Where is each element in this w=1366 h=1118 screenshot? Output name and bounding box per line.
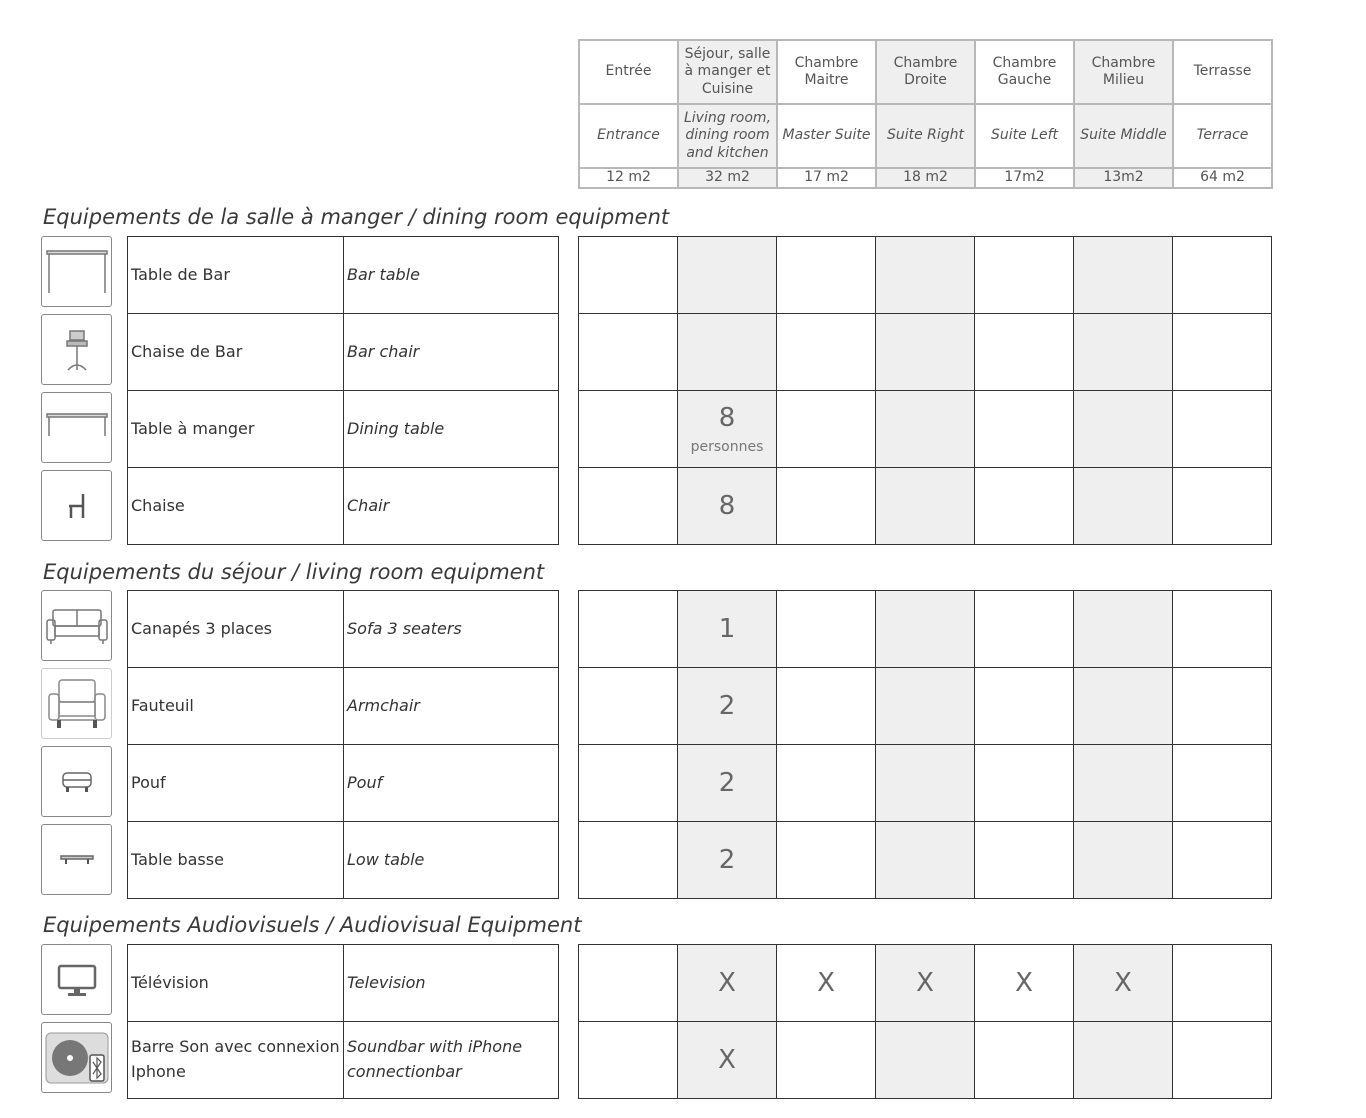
quantity-cell xyxy=(975,391,1074,468)
room-name-en: Terrace xyxy=(1173,104,1272,168)
quantity-cell xyxy=(975,745,1074,822)
quantity-cell: 8 xyxy=(678,468,777,545)
quantity-cell: 2 xyxy=(678,745,777,822)
room-name-fr: Chambre Milieu xyxy=(1074,40,1173,104)
table-row xyxy=(128,945,559,1022)
quantity-cell xyxy=(777,822,876,899)
chair-icon xyxy=(41,470,112,541)
quantity-cell xyxy=(777,1022,876,1099)
item-name-fr: Canapés 3 places xyxy=(128,591,344,668)
table-row xyxy=(128,591,559,668)
quantity-cell xyxy=(1074,1022,1173,1099)
quantity-cell: X xyxy=(678,945,777,1022)
quantity-cell: X xyxy=(777,945,876,1022)
room-name-en: Suite Middle xyxy=(1074,104,1173,168)
item-name-en: Soundbar with iPhone connectionbar xyxy=(344,1022,559,1099)
quantity-cell: 2 xyxy=(678,822,777,899)
table-row xyxy=(579,945,1272,1022)
bar-chair-icon xyxy=(41,314,112,385)
room-area: 13m2 xyxy=(1074,168,1173,188)
quantity-cell xyxy=(876,668,975,745)
quantity-cell xyxy=(975,237,1074,314)
item-name-en: Dining table xyxy=(344,391,559,468)
quantity-cell xyxy=(876,314,975,391)
item-name-fr: Table de Bar xyxy=(128,237,344,314)
room-name-en: Suite Right xyxy=(876,104,975,168)
table-row xyxy=(579,314,1272,391)
quantity-cell xyxy=(579,391,678,468)
quantity-cell xyxy=(579,945,678,1022)
section-title-audiovisual: Equipements Audiovisuels / Audiovisual Equipment xyxy=(43,913,582,937)
item-name-fr: Table basse xyxy=(128,822,344,899)
quantity-cell xyxy=(1173,237,1272,314)
sofa-icon xyxy=(41,590,112,661)
item-name-fr: Pouf xyxy=(128,745,344,822)
room-area: 17m2 xyxy=(975,168,1074,188)
table-row xyxy=(128,468,559,545)
room-area-row xyxy=(579,168,1272,188)
audiovisual-label-table xyxy=(127,944,559,1099)
quantity-cell xyxy=(1173,945,1272,1022)
item-name-fr: Table à manger xyxy=(128,391,344,468)
armchair-icon xyxy=(41,668,112,739)
quantity-cell xyxy=(678,391,777,468)
quantity-cell xyxy=(1173,468,1272,545)
quantity-cell: X xyxy=(1074,945,1173,1022)
quantity-cell xyxy=(876,468,975,545)
quantity-cell xyxy=(876,237,975,314)
table-row xyxy=(579,591,1272,668)
bar-table-icon xyxy=(41,236,112,307)
quantity-cell xyxy=(1074,591,1173,668)
item-name-en: Chair xyxy=(344,468,559,545)
quantity-cell xyxy=(1074,822,1173,899)
quantity-cell xyxy=(579,468,678,545)
table-row xyxy=(579,391,1272,468)
quantity-cell xyxy=(678,237,777,314)
dining-label-table xyxy=(127,236,559,545)
quantity-cell xyxy=(579,668,678,745)
item-name-en: Sofa 3 seaters xyxy=(344,591,559,668)
table-row xyxy=(128,822,559,899)
quantity-cell xyxy=(1173,591,1272,668)
room-name-en: Suite Left xyxy=(975,104,1074,168)
quantity-cell xyxy=(975,314,1074,391)
room-name-en: Living room, dining room and kitchen xyxy=(678,104,777,168)
quantity-cell xyxy=(1074,668,1173,745)
item-name-fr: Barre Son avec connexion Iphone xyxy=(128,1022,344,1099)
table-row xyxy=(579,745,1272,822)
quantity-cell xyxy=(579,822,678,899)
quantity-cell xyxy=(1173,314,1272,391)
room-area: 32 m2 xyxy=(678,168,777,188)
quantity-cell xyxy=(1074,468,1173,545)
item-name-fr: Télévision xyxy=(128,945,344,1022)
table-row xyxy=(579,1022,1272,1099)
room-name-fr: Entrée xyxy=(579,40,678,104)
item-name-fr: Fauteuil xyxy=(128,668,344,745)
item-name-fr: Chaise de Bar xyxy=(128,314,344,391)
table-row xyxy=(128,237,559,314)
room-name-fr: Séjour, salle à manger et Cuisine xyxy=(678,40,777,104)
quantity-cell xyxy=(876,1022,975,1099)
soundbar-bluetooth-icon xyxy=(41,1022,112,1093)
dining-quantity-table xyxy=(578,236,1272,545)
quantity-cell xyxy=(975,591,1074,668)
section-title-living: Equipements du séjour / living room equipment xyxy=(43,560,545,584)
quantity-value: 8 xyxy=(718,403,736,433)
quantity-cell xyxy=(579,314,678,391)
quantity-cell xyxy=(876,591,975,668)
room-names-en-row xyxy=(579,104,1272,168)
room-name-fr: Terrasse xyxy=(1173,40,1272,104)
quantity-cell xyxy=(975,1022,1074,1099)
quantity-cell xyxy=(1074,314,1173,391)
quantity-cell xyxy=(579,237,678,314)
section-title-dining: Equipements de la salle à manger / dining room equipment xyxy=(43,205,670,229)
table-row xyxy=(128,668,559,745)
quantity-cell xyxy=(1173,668,1272,745)
room-name-fr: Chambre Maitre xyxy=(777,40,876,104)
table-row xyxy=(579,668,1272,745)
dining-table-icon xyxy=(41,392,112,463)
living-quantity-table xyxy=(578,590,1272,899)
quantity-cell xyxy=(777,237,876,314)
table-row xyxy=(128,745,559,822)
table-row xyxy=(579,468,1272,545)
quantity-cell xyxy=(975,468,1074,545)
quantity-cell xyxy=(777,745,876,822)
item-name-en: Pouf xyxy=(344,745,559,822)
item-name-en: Low table xyxy=(344,822,559,899)
table-row xyxy=(128,314,559,391)
quantity-cell xyxy=(777,468,876,545)
quantity-cell xyxy=(975,822,1074,899)
pouf-icon xyxy=(41,746,112,817)
quantity-cell: X xyxy=(678,1022,777,1099)
quantity-cell xyxy=(1173,745,1272,822)
quantity-cell xyxy=(1173,822,1272,899)
television-icon xyxy=(41,944,112,1015)
quantity-cell xyxy=(876,745,975,822)
item-name-fr: Chaise xyxy=(128,468,344,545)
table-row xyxy=(128,391,559,468)
low-table-icon xyxy=(41,824,112,895)
quantity-cell xyxy=(1173,1022,1272,1099)
room-name-en: Master Suite xyxy=(777,104,876,168)
quantity-cell xyxy=(1074,745,1173,822)
item-name-en: Bar chair xyxy=(344,314,559,391)
table-row xyxy=(579,822,1272,899)
table-row xyxy=(128,1022,559,1099)
room-area: 17 m2 xyxy=(777,168,876,188)
quantity-cell: X xyxy=(975,945,1074,1022)
quantity-cell xyxy=(777,668,876,745)
quantity-cell: X xyxy=(876,945,975,1022)
item-name-en: Television xyxy=(344,945,559,1022)
quantity-cell xyxy=(777,391,876,468)
quantity-cell xyxy=(777,591,876,668)
quantity-cell xyxy=(975,668,1074,745)
room-name-en: Entrance xyxy=(579,104,678,168)
room-area: 64 m2 xyxy=(1173,168,1272,188)
table-row xyxy=(579,237,1272,314)
quantity-cell xyxy=(777,314,876,391)
room-area: 18 m2 xyxy=(876,168,975,188)
room-names-fr-row xyxy=(579,40,1272,104)
quantity-cell: 1 xyxy=(678,591,777,668)
quantity-cell xyxy=(579,591,678,668)
item-name-en: Armchair xyxy=(344,668,559,745)
quantity-cell xyxy=(876,822,975,899)
quantity-note: personnes xyxy=(690,439,764,455)
room-area: 12 m2 xyxy=(579,168,678,188)
room-name-fr: Chambre Gauche xyxy=(975,40,1074,104)
item-name-en: Bar table xyxy=(344,237,559,314)
quantity-cell xyxy=(876,391,975,468)
audiovisual-quantity-table xyxy=(578,944,1272,1099)
quantity-cell xyxy=(1074,391,1173,468)
quantity-cell xyxy=(579,1022,678,1099)
quantity-cell xyxy=(579,745,678,822)
quantity-cell xyxy=(1173,391,1272,468)
quantity-cell xyxy=(1074,237,1173,314)
room-name-fr: Chambre Droite xyxy=(876,40,975,104)
room-header-table xyxy=(578,39,1273,189)
living-label-table xyxy=(127,590,559,899)
quantity-cell xyxy=(678,314,777,391)
quantity-cell: 2 xyxy=(678,668,777,745)
